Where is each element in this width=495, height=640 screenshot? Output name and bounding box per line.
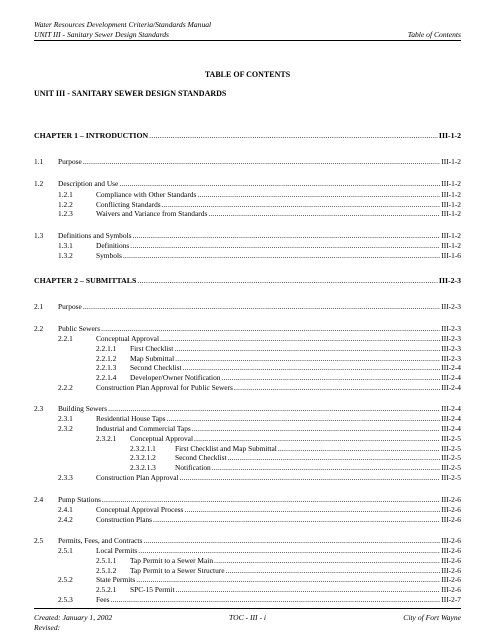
- toc-entry-page: III-2-4: [441, 363, 461, 372]
- header-rule: [34, 40, 461, 41]
- toc-entry-label: Local Permits: [96, 546, 138, 555]
- toc-entry-page: III-2-3: [438, 276, 461, 285]
- toc-entry-label: Purpose: [58, 157, 82, 166]
- toc-entry: [34, 373, 461, 383]
- toc-entry-label: Developer/Owner Notification: [130, 373, 221, 382]
- toc-entry-label: Tap Permit to a Sewer Structure: [130, 566, 225, 575]
- toc-entry: [34, 251, 461, 261]
- toc-entry: [34, 495, 461, 505]
- toc-entry-number: 2.5.1: [58, 546, 73, 555]
- dot-leader: [160, 334, 440, 344]
- toc-entry-page: III-1-2: [441, 200, 461, 209]
- toc-entry-number: 2.2.1: [58, 334, 73, 343]
- unit-title: UNIT III - Sanitary Sewer Design Standards: [34, 30, 169, 39]
- toc-entry: [34, 179, 461, 189]
- toc-entry-label: Construction Plan Approval: [96, 473, 179, 482]
- toc-entry-number: 1.2: [34, 179, 44, 188]
- toc-entry-number: 2.4: [34, 495, 44, 504]
- toc-entry-label: Construction Plans: [96, 515, 153, 524]
- dot-leader: [176, 585, 441, 595]
- toc-entry-page: III-2-4: [441, 383, 461, 392]
- toc-entry-number: 2.5.3: [58, 595, 73, 604]
- section-title: Table of Contents: [407, 30, 461, 39]
- toc-entry-label: CHAPTER 2 – SUBMITTALS: [34, 276, 137, 285]
- toc-entry-label: Industrial and Commercial Taps: [96, 424, 191, 433]
- toc-entry: [34, 231, 461, 241]
- toc-entry: [34, 334, 461, 344]
- toc-entry: [34, 505, 461, 515]
- toc-entry: [34, 575, 461, 585]
- toc-entry-label: Waivers and Variance from Standards: [96, 209, 208, 218]
- toc-entry-number: 2.3.1: [58, 414, 73, 423]
- toc-entry-number: 2.3.3: [58, 473, 73, 482]
- toc-entry: [34, 302, 461, 312]
- running-header-line2: [34, 30, 461, 39]
- toc-entry-number: 2.2.1.4: [96, 373, 117, 382]
- toc-entry-label: SPC-15 Permit: [130, 585, 175, 594]
- toc-entry-page: III-2-6: [441, 495, 461, 504]
- toc-entry-page: III-2-5: [441, 463, 461, 472]
- toc-entry: [34, 463, 461, 473]
- toc-entry-number: 2.3.2.1.3: [130, 463, 156, 472]
- toc-entry-label: Symbols: [96, 251, 122, 260]
- toc-entry: [34, 209, 461, 219]
- toc-entry-label: Construction Plan Approval for Public Sewers: [96, 383, 233, 392]
- dot-leader: [133, 231, 441, 241]
- toc-entry-number: 2.2.2: [58, 383, 73, 392]
- toc-entry-label: Second Checklist: [175, 453, 227, 462]
- dot-leader: [234, 383, 440, 393]
- toc-entry-number: 2.5.1.2: [96, 566, 117, 575]
- dot-leader: [119, 179, 440, 189]
- toc-entry: [34, 536, 461, 546]
- manual-title: Water Resources Development Criteria/Standards Manual: [34, 20, 212, 29]
- toc-entry-number: 1.3.2: [58, 251, 73, 260]
- toc-entry: [34, 157, 461, 167]
- toc-entry-number: 2.3.2.1: [96, 434, 117, 443]
- toc-entry-page: III-2-5: [441, 434, 461, 443]
- toc-entry-number: 2.5.2: [58, 575, 73, 584]
- toc-entry-page: III-2-4: [441, 424, 461, 433]
- dot-leader: [212, 463, 441, 473]
- toc-entry-page: III-2-5: [441, 444, 461, 453]
- toc-entry-page: III-2-5: [441, 453, 461, 462]
- toc-entry: [34, 453, 461, 463]
- toc-entry-page: III-2-7: [441, 595, 461, 604]
- dot-leader: [149, 131, 438, 141]
- toc-entry-label: First Checklist: [130, 344, 174, 353]
- dot-leader: [101, 324, 440, 334]
- toc-entry: [34, 434, 461, 444]
- toc-entry-page: III-2-3: [441, 302, 461, 311]
- toc-entry-page: III-1-2: [441, 241, 461, 250]
- running-header-line1: [34, 20, 461, 29]
- toc-entry-page: III-2-6: [441, 556, 461, 565]
- toc-entry: [34, 424, 461, 434]
- dot-leader: [83, 157, 440, 167]
- toc-entry-label: Tap Permit to a Sewer Main: [130, 556, 214, 565]
- toc-entry-number: 2.5.1.1: [96, 556, 117, 565]
- toc-entry-label: Conceptual Approval: [130, 434, 194, 443]
- dot-leader: [111, 595, 441, 605]
- toc-entry-label: Permits, Fees, and Contracts: [58, 536, 143, 545]
- toc-entry-number: 2.5.2.1: [96, 585, 117, 594]
- toc-entry-label: Conceptual Approval Process: [96, 505, 184, 514]
- toc-entry-page: III-2-6: [441, 575, 461, 584]
- dot-leader: [123, 251, 440, 261]
- toc-entry-label: Pump Stations: [58, 495, 101, 504]
- dot-leader: [137, 276, 438, 286]
- toc-entry-label: Notification: [175, 463, 211, 472]
- toc-entry-number: 1.1: [34, 157, 44, 166]
- toc-entry: [34, 414, 461, 424]
- revised-label: Revised:: [34, 623, 61, 632]
- toc-entry-page: III-2-6: [441, 546, 461, 555]
- toc-entry-page: III-1-2: [441, 209, 461, 218]
- toc-entry-label: First Checklist and Map Submittal: [175, 444, 277, 453]
- toc-entry-label: CHAPTER 1 – INTRODUCTION: [34, 131, 149, 140]
- toc-entry-number: 2.3: [34, 404, 44, 413]
- toc-entry-number: 2.3.2: [58, 424, 73, 433]
- dot-leader: [143, 536, 440, 546]
- dot-leader: [184, 505, 440, 515]
- toc-entry-page: III-2-3: [441, 354, 461, 363]
- toc-entry-page: III-1-2: [438, 131, 461, 140]
- toc-entry-page: III-2-6: [441, 515, 461, 524]
- toc-entry-page: III-2-4: [441, 404, 461, 413]
- footer-rule: [34, 608, 461, 609]
- running-footer-line1: [34, 613, 461, 622]
- toc-entry: [34, 324, 461, 334]
- created-date: Created: January 1, 2002: [34, 613, 113, 622]
- toc-chapter-entry: [34, 131, 461, 141]
- toc-entry: [34, 363, 461, 373]
- toc-entry-label: Definitions and Symbols: [58, 231, 132, 240]
- dot-leader: [136, 575, 440, 585]
- toc-entry-number: 1.2.1: [58, 190, 73, 199]
- dot-leader: [197, 190, 440, 200]
- dot-leader: [222, 373, 441, 383]
- toc-entry-number: 1.3: [34, 231, 44, 240]
- dot-leader: [194, 434, 440, 444]
- dot-leader: [138, 546, 440, 556]
- organization-name: City of Fort Wayne: [403, 613, 461, 622]
- toc-entry-page: III-2-3: [441, 344, 461, 353]
- toc-entry-page: III-2-4: [441, 373, 461, 382]
- toc-entry-page: III-2-5: [441, 473, 461, 482]
- toc-entry-label: Residential House Taps: [96, 414, 166, 423]
- dot-leader: [130, 241, 440, 251]
- toc-entry-number: 1.2.2: [58, 200, 73, 209]
- dot-leader: [83, 302, 440, 312]
- toc-entry-label: Conflicting Standards: [96, 200, 161, 209]
- dot-leader: [214, 556, 440, 566]
- toc-entry-number: 2.1: [34, 302, 44, 311]
- toc-entry-label: Second Checklist: [130, 363, 182, 372]
- page-title: TABLE OF CONTENTS: [204, 70, 291, 79]
- toc-entry-number: 2.5: [34, 536, 44, 545]
- toc-entry-label: Building Sewers: [58, 404, 108, 413]
- toc-entry-page: III-2-6: [441, 536, 461, 545]
- toc-entry-page: III-2-3: [441, 324, 461, 333]
- toc-entry-number: 2.3.2.1.1: [130, 444, 156, 453]
- toc-entry: [34, 344, 461, 354]
- toc-entry: [34, 595, 461, 605]
- toc-entry-label: Compliance with Other Standards: [96, 190, 197, 199]
- page-number: TOC - III - i: [229, 613, 266, 622]
- toc-entry-number: 2.4.2: [58, 515, 73, 524]
- unit-heading: UNIT III - SANITARY SEWER DESIGN STANDARDS: [34, 89, 227, 98]
- toc-entry-number: 1.2.3: [58, 209, 73, 218]
- dot-leader: [102, 495, 440, 505]
- toc-entry: [34, 404, 461, 414]
- toc-entry-page: III-2-3: [441, 334, 461, 343]
- dot-leader: [167, 414, 441, 424]
- running-footer-line2: [34, 623, 461, 632]
- dot-leader: [174, 344, 440, 354]
- toc-entry-page: III-2-6: [441, 566, 461, 575]
- toc-entry: [34, 190, 461, 200]
- toc-entry-page: III-1-2: [441, 157, 461, 166]
- dot-leader: [180, 473, 441, 483]
- toc-entry-label: Conceptual Approval: [96, 334, 160, 343]
- toc-entry-number: 2.4.1: [58, 505, 73, 514]
- toc-entry-label: Map Submittal: [130, 354, 175, 363]
- toc-entry-label: Purpose: [58, 302, 82, 311]
- toc-entry-page: III-2-4: [441, 414, 461, 423]
- toc-entry: [34, 383, 461, 393]
- toc-chapter-entry: [34, 276, 461, 286]
- dot-leader: [153, 515, 440, 525]
- toc-entry-page: III-2-6: [441, 585, 461, 594]
- toc-entry: [34, 241, 461, 251]
- toc-entry-page: III-1-2: [441, 190, 461, 199]
- toc-entry-number: 2.2.1.1: [96, 344, 117, 353]
- toc-entry: [34, 473, 461, 483]
- toc-entry: [34, 585, 461, 595]
- toc-entry-number: 2.2: [34, 324, 44, 333]
- toc-entry-page: III-1-6: [441, 251, 461, 260]
- dot-leader: [208, 209, 440, 219]
- toc-entry-label: Fees: [96, 595, 110, 604]
- dot-leader: [228, 453, 441, 463]
- toc-entry-label: Description and Use: [58, 179, 119, 188]
- toc-entry-page: III-1-2: [441, 179, 461, 188]
- toc-entry-page: III-2-6: [441, 505, 461, 514]
- toc-entry-label: Public Sewers: [58, 324, 101, 333]
- toc-entry-number: 1.3.1: [58, 241, 73, 250]
- dot-leader: [192, 424, 441, 434]
- toc-entry: [34, 546, 461, 556]
- dot-leader: [108, 404, 440, 414]
- toc-entry-label: Definitions: [96, 241, 130, 250]
- toc-entry-number: 2.3.2.1.2: [130, 453, 156, 462]
- toc-entry-number: 2.2.1.2: [96, 354, 117, 363]
- toc-entry-number: 2.2.1.3: [96, 363, 117, 372]
- toc-entry-label: State Permits: [96, 575, 136, 584]
- toc-entry: [34, 515, 461, 525]
- toc-entry: [34, 556, 461, 566]
- toc-entry-page: III-1-2: [441, 231, 461, 240]
- dot-leader: [183, 363, 441, 373]
